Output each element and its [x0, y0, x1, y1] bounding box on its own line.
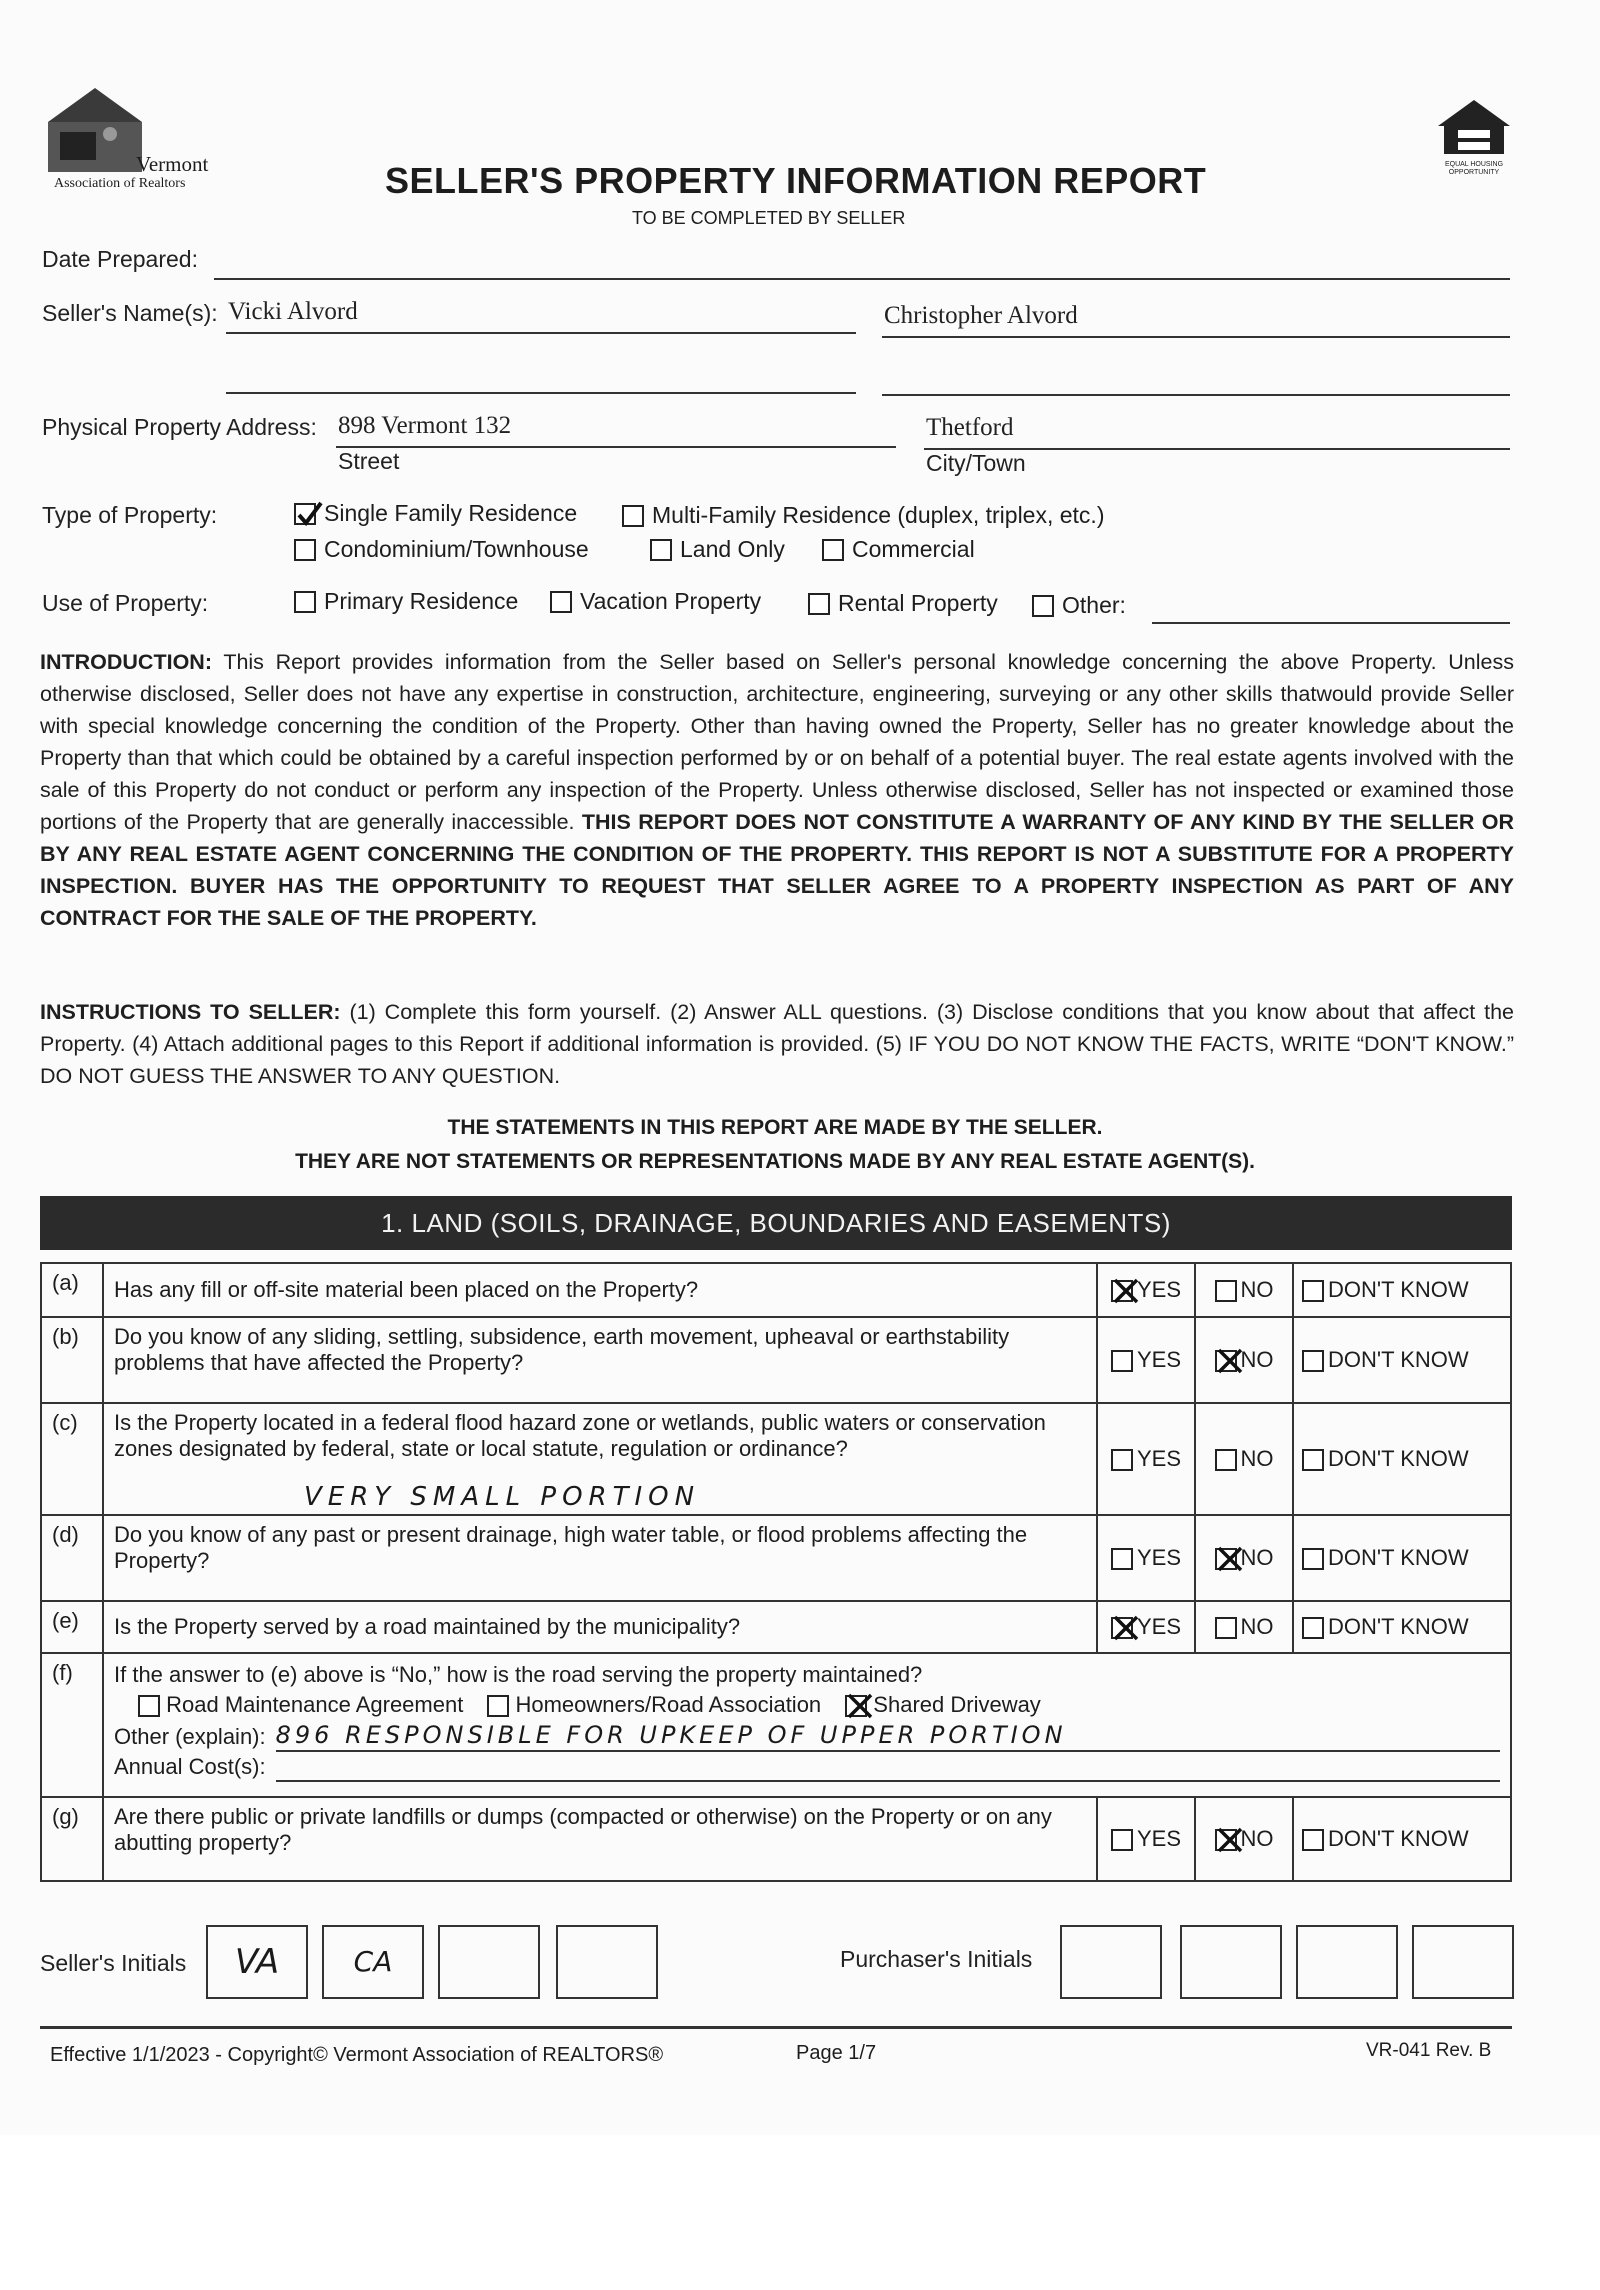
- seller-name-1[interactable]: Vicki Alvord: [228, 298, 358, 325]
- q-letter: (f): [41, 1653, 103, 1797]
- option-label: Shared Driveway: [873, 1692, 1041, 1717]
- q-text: Is the Property served by a road maintained by the municipality?: [103, 1601, 1097, 1653]
- option-label: Primary Residence: [324, 588, 519, 614]
- seller-initial-box-2[interactable]: [322, 1925, 424, 1999]
- seller-initial-1: VA: [234, 1942, 280, 1982]
- cost-label: Annual Cost(s):: [114, 1754, 266, 1779]
- checkbox[interactable]: [294, 539, 316, 561]
- instructions: [40, 996, 1514, 1092]
- checkbox[interactable]: [1111, 1449, 1133, 1471]
- footer-form-id: VR-041 Rev. B: [1366, 2040, 1492, 2061]
- option-label: Homeowners/Road Association: [515, 1692, 822, 1717]
- answer-no[interactable]: [1195, 1317, 1293, 1403]
- question-row-d: [41, 1515, 1511, 1601]
- checkbox[interactable]: [1111, 1548, 1133, 1570]
- checkbox-checked[interactable]: [1215, 1548, 1237, 1570]
- footer-copyright: Effective 1/1/2023 - Copyright© Vermont Association of REALTORS®: [50, 2044, 664, 2066]
- answer-no[interactable]: [1195, 1601, 1293, 1653]
- answer-no[interactable]: [1195, 1797, 1293, 1881]
- annual-cost-field[interactable]: [276, 1752, 1500, 1782]
- org-name: Vermont: [136, 152, 209, 176]
- q-text: Is the Property located in a federal flood hazard zone or wetlands, public waters or conservation zones designated by federal, state or local statute, regulation or ordinance?: [114, 1410, 1046, 1461]
- instructions-heading: INSTRUCTIONS TO SELLER:: [40, 1000, 341, 1024]
- q-letter: (a): [41, 1263, 103, 1317]
- purchaser-initial-box-1[interactable]: [1060, 1925, 1162, 1999]
- checkbox[interactable]: [1111, 1829, 1133, 1851]
- type-single-family[interactable]: [294, 500, 577, 527]
- q-text: Do you know of any past or present drainage, high water table, or flood problems affecting the Property?: [103, 1515, 1097, 1601]
- answer-yes[interactable]: [1097, 1797, 1195, 1881]
- checkbox[interactable]: [808, 593, 830, 615]
- answer-dont-know[interactable]: [1293, 1601, 1511, 1653]
- question-row-g: [41, 1797, 1511, 1881]
- answer-yes[interactable]: [1097, 1263, 1195, 1317]
- no-label: NO: [1240, 1826, 1274, 1851]
- option-label: Vacation Property: [580, 588, 762, 614]
- dk-label: DON'T KNOW: [1328, 1347, 1469, 1372]
- checkbox-checked[interactable]: [294, 503, 316, 525]
- footer-rule: [40, 2026, 1512, 2029]
- answer-dont-know[interactable]: [1293, 1263, 1511, 1317]
- option-label: Multi-Family Residence (duplex, triplex, etc.): [652, 502, 1105, 528]
- q-text: Has any fill or off-site material been placed on the Property?: [103, 1263, 1097, 1317]
- option-label: Commercial: [852, 536, 975, 562]
- use-label: Use of Property:: [42, 590, 209, 616]
- q-text: Do you know of any sliding, settling, subsidence, earth movement, upheaval or earthstability problems that have affected the Property?: [103, 1317, 1097, 1403]
- yes-label: YES: [1136, 1277, 1182, 1302]
- use-rental[interactable]: [808, 590, 998, 617]
- page-subtitle: TO BE COMPLETED BY SELLER: [632, 208, 906, 228]
- type-label: Type of Property:: [42, 502, 218, 528]
- checkbox[interactable]: [1302, 1350, 1324, 1372]
- checkbox[interactable]: [1302, 1829, 1324, 1851]
- no-label: NO: [1240, 1347, 1274, 1372]
- checkbox-checked[interactable]: [845, 1695, 867, 1717]
- answer-yes[interactable]: [1097, 1515, 1195, 1601]
- checkbox[interactable]: [1302, 1617, 1324, 1639]
- checkbox[interactable]: [550, 591, 572, 613]
- answer-yes[interactable]: [1097, 1601, 1195, 1653]
- question-row-f: [41, 1653, 1511, 1797]
- no-label: NO: [1240, 1277, 1274, 1302]
- option-road-maintenance[interactable]: [138, 1690, 463, 1720]
- purchaser-initials-label: Purchaser's Initials: [840, 1946, 1033, 1972]
- q-letter: (g): [41, 1797, 103, 1881]
- checkbox[interactable]: [487, 1695, 509, 1717]
- type-land-only[interactable]: [650, 536, 785, 563]
- intro-text: This Report provides information from the Seller based on Seller's personal knowledge concerning the above Property. Unless otherwise disclosed, Seller does not have any expertise in construction, architecture, engineering, surveying or any other skills thatwould provide Seller with special knowledge concerning the condition of the Property. Other than having owned the Property, Seller has no greater knowledge about the Property than that which could be obtained by a careful inspection performed by or on behalf of a potential buyer. The real estate agents involved with the sale of this Property do not conduct or perform any inspection of the Property. Unless otherwise disclosed, Seller has not inspected or examined those portions of the Property that are generally inaccessible.: [40, 650, 1514, 834]
- option-label: Rental Property: [838, 590, 998, 616]
- dk-label: DON'T KNOW: [1328, 1446, 1469, 1471]
- option-shared-driveway[interactable]: [845, 1690, 1041, 1720]
- intro-bold-text: THIS REPORT DOES NOT CONSTITUTE A WARRANTY OF ANY KIND BY THE SELLER OR BY ANY REAL ESTATE AGENT CONCERNING THE CONDITION OF THE PROPERTY. THIS REPORT IS NOT A SUBSTITUTE FOR A PROPERTY INSPECTION. BUYER HAS THE OPPORTUNITY TO REQUEST THAT SELLER AGREE TO A PROPERTY INSPECTION AS PART OF ANY CONTRACT FOR THE SALE OF THE PROPERTY.: [40, 810, 1514, 930]
- handwritten-answer: VERY SMALL PORTION: [304, 1482, 701, 1512]
- section-1-title: 1. LAND (SOILS, DRAINAGE, BOUNDARIES AND EASEMENTS): [381, 1208, 1171, 1238]
- dk-label: DON'T KNOW: [1328, 1614, 1469, 1639]
- annual-cost-row: [114, 1752, 1500, 1782]
- other-explain-value[interactable]: 896 RESPONSIBLE FOR UPKEEP OF UPPER PORTION: [276, 1720, 1500, 1752]
- checkbox[interactable]: [1032, 595, 1054, 617]
- section-1-header: [40, 1196, 1512, 1250]
- answer-yes[interactable]: [1097, 1403, 1195, 1515]
- checkbox-checked[interactable]: [1111, 1617, 1133, 1639]
- q-letter: (c): [41, 1403, 103, 1515]
- address-label: Physical Property Address:: [42, 414, 317, 440]
- introduction: [40, 646, 1514, 934]
- dk-label: DON'T KNOW: [1328, 1277, 1469, 1302]
- seller-initials-label: Seller's Initials: [40, 1950, 187, 1976]
- answer-no[interactable]: [1195, 1263, 1293, 1317]
- purchaser-initial-box-2[interactable]: [1180, 1925, 1282, 1999]
- answer-no[interactable]: [1195, 1403, 1293, 1515]
- checkbox[interactable]: [650, 539, 672, 561]
- city-caption: City/Town: [926, 450, 1026, 476]
- answer-dont-know[interactable]: [1293, 1403, 1511, 1515]
- checkbox[interactable]: [294, 591, 316, 613]
- statement-line-1: THE STATEMENTS IN THIS REPORT ARE MADE BY THE SELLER.: [447, 1116, 1103, 1139]
- checkbox[interactable]: [1215, 1280, 1237, 1302]
- seller-name-2[interactable]: Christopher Alvord: [884, 302, 1078, 329]
- checkbox[interactable]: [1215, 1617, 1237, 1639]
- question-row-b: [41, 1317, 1511, 1403]
- answer-dont-know[interactable]: [1293, 1317, 1511, 1403]
- no-label: NO: [1240, 1545, 1274, 1570]
- no-label: NO: [1240, 1446, 1274, 1471]
- yes-label: YES: [1136, 1614, 1182, 1639]
- q-text: Are there public or private landfills or dumps (compacted or otherwise) on the Property or on any abutting property?: [103, 1797, 1097, 1881]
- other-label: Other (explain):: [114, 1724, 266, 1749]
- option-label: Condominium/Townhouse: [324, 536, 589, 562]
- question-row-a: [41, 1263, 1511, 1317]
- q-letter: (e): [41, 1601, 103, 1653]
- answer-no[interactable]: [1195, 1515, 1293, 1601]
- checkbox-checked[interactable]: [1215, 1350, 1237, 1372]
- option-label: Other:: [1062, 592, 1126, 618]
- seller-initial-2: CA: [353, 1945, 393, 1978]
- q-letter: (b): [41, 1317, 103, 1403]
- no-label: NO: [1240, 1614, 1274, 1639]
- checkbox[interactable]: [1302, 1449, 1324, 1471]
- checkbox[interactable]: [1302, 1548, 1324, 1570]
- street-caption: Street: [338, 448, 400, 474]
- date-label: Date Prepared:: [42, 246, 198, 272]
- q-text-cell: [103, 1403, 1097, 1515]
- q-text: If the answer to (e) above is “No,” how is the road serving the property maintained?: [114, 1662, 923, 1687]
- dk-label: DON'T KNOW: [1328, 1826, 1469, 1851]
- land-questions-table: [40, 1262, 1512, 1882]
- seller-initial-box-3[interactable]: [438, 1925, 540, 1999]
- option-label: Road Maintenance Agreement: [166, 1692, 464, 1717]
- footer-page: Page 1/7: [796, 2042, 877, 2064]
- type-condo[interactable]: [294, 536, 589, 563]
- q-f-cell: [103, 1653, 1511, 1797]
- type-multi-family[interactable]: [622, 502, 1104, 529]
- option-label: Land Only: [680, 536, 785, 562]
- house-logo-icon: [40, 84, 150, 174]
- answer-dont-know[interactable]: [1293, 1515, 1511, 1601]
- other-explain-row: [114, 1720, 1500, 1752]
- answer-yes[interactable]: [1097, 1317, 1195, 1403]
- yes-label: YES: [1136, 1347, 1182, 1372]
- street-value[interactable]: 898 Vermont 132: [338, 412, 512, 439]
- checkbox[interactable]: [1111, 1350, 1133, 1372]
- checkbox[interactable]: [138, 1695, 160, 1717]
- page-title: SELLER'S PROPERTY INFORMATION REPORT: [385, 160, 1207, 201]
- checkbox-checked[interactable]: [1111, 1280, 1133, 1302]
- question-row-e: [41, 1601, 1511, 1653]
- checkbox[interactable]: [622, 505, 644, 527]
- purchaser-initial-box-3[interactable]: [1296, 1925, 1398, 1999]
- city-value[interactable]: Thetford: [926, 414, 1014, 441]
- intro-heading: INTRODUCTION:: [40, 650, 212, 674]
- yes-label: YES: [1136, 1826, 1182, 1851]
- road-options: [114, 1690, 1500, 1720]
- seller-label: Seller's Name(s):: [42, 300, 218, 326]
- use-primary[interactable]: [294, 588, 518, 615]
- yes-label: YES: [1136, 1446, 1182, 1471]
- q-letter: (d): [41, 1515, 103, 1601]
- seller-initial-box-4[interactable]: [556, 1925, 658, 1999]
- statement-line-2: THEY ARE NOT STATEMENTS OR REPRESENTATIONS MADE BY ANY REAL ESTATE AGENT(S).: [295, 1150, 1255, 1173]
- eho-text: EQUAL HOUSING OPPORTUNITY: [1444, 161, 1504, 176]
- checkbox[interactable]: [1302, 1280, 1324, 1302]
- instructions-text: (1) Complete this form yourself. (2) Answer ALL questions. (3) Disclose conditions that you know about that affect the Property. (4) Attach additional pages to this Report if additional information is provided. (5) IF YOU DO NOT KNOW THE FACTS, WRITE “DON'T KNOW.” DO NOT GUESS THE ANSWER TO ANY QUESTION.: [40, 1000, 1515, 1088]
- checkbox[interactable]: [822, 539, 844, 561]
- org-sub: Association of Realtors: [54, 176, 186, 191]
- equal-housing-icon: [1432, 96, 1516, 156]
- option-homeowners[interactable]: [487, 1690, 821, 1720]
- dk-label: DON'T KNOW: [1328, 1545, 1469, 1570]
- seller-initial-box-1[interactable]: [206, 1925, 308, 1999]
- equal-housing-logo: [1432, 96, 1516, 186]
- question-row-c: [41, 1403, 1511, 1515]
- type-commercial[interactable]: [822, 536, 975, 563]
- purchaser-initial-box-4[interactable]: [1412, 1925, 1514, 1999]
- use-vacation[interactable]: [550, 588, 761, 615]
- answer-dont-know[interactable]: [1293, 1797, 1511, 1881]
- checkbox-checked[interactable]: [1215, 1829, 1237, 1851]
- yes-label: YES: [1136, 1545, 1182, 1570]
- checkbox[interactable]: [1215, 1449, 1237, 1471]
- use-other[interactable]: [1032, 592, 1126, 619]
- option-label: Single Family Residence: [324, 500, 578, 526]
- var-logo: [40, 84, 240, 194]
